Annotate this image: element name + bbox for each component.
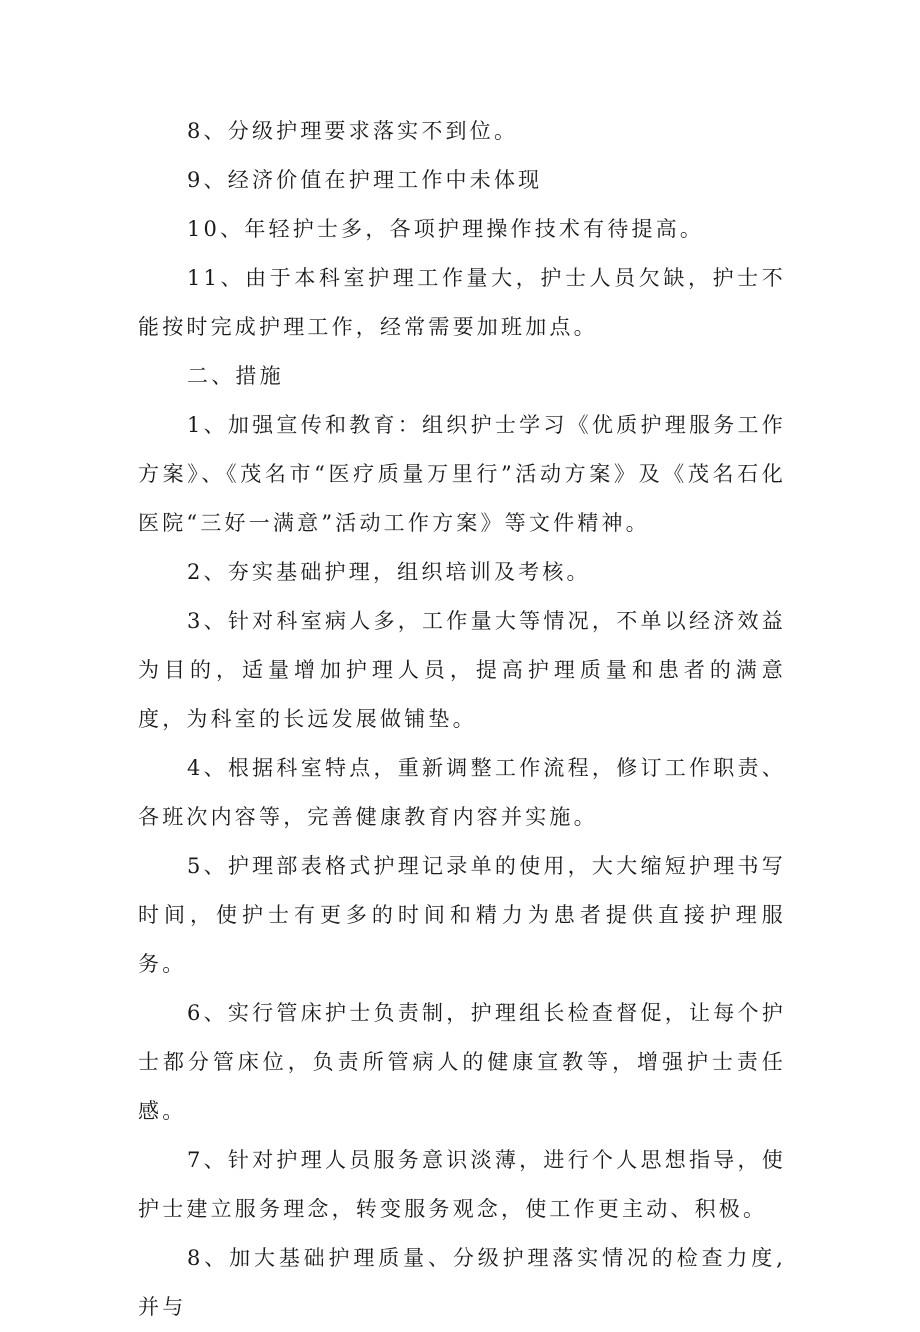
paragraph-measure-8: 8、加大基础护理质量、分级护理落实情况的检查力度,并与: [138, 1246, 786, 1319]
section-heading-measures: 二、措施: [187, 364, 284, 388]
paragraph-measure-6: 6、实行管床护士负责制，护理组长检查督促，让每个护士都分管床位，负责所管病人的健康宣教等，增强护士责任感。: [138, 1001, 786, 1123]
paragraph-measure-1: 1、加强宣传和教育：组织护士学习《优质护理服务工作方案》、《茂名市“医疗质量万里行”活动方案》及《茂名石化医院“三好一满意”活动工作方案》等文件精神。: [138, 413, 786, 535]
document-body: [138, 107, 786, 1332]
paragraph-measure-2: 2、夯实基础护理，组织培训及考核。: [187, 560, 591, 584]
paragraph-measure-5: 5、护理部表格式护理记录单的使用，大大缩短护理书写时间，使护士有更多的时间和精力为患者提供直接护理服务。: [138, 854, 786, 976]
paragraph-problem-9: 9、经济价值在护理工作中未体现: [187, 168, 543, 192]
paragraph-measure-4: 4、根据科室特点，重新调整工作流程，修订工作职责、各班次内容等，完善健康教育内容并实施。: [138, 756, 786, 829]
paragraph-measure-3: 3、针对科室病人多，工作量大等情况，不单以经济效益为目的，适量增加护理人员，提高护理质量和患者的满意度，为科室的长远发展做铺垫。: [138, 609, 786, 731]
paragraph-problem-10: 10、年轻护士多，各项护理操作技术有待提高。: [187, 217, 705, 241]
paragraph-problem-8: 8、分级护理要求落实不到位。: [187, 119, 519, 143]
paragraph-problem-11: 11、由于本科室护理工作量大，护士人员欠缺，护士不能按时完成护理工作，经常需要加班加点。: [138, 266, 786, 339]
paragraph-measure-7: 7、针对护理人员服务意识淡薄，进行个人思想指导，使护士建立服务理念，转变服务观念，使工作更主动、积极。: [138, 1148, 786, 1221]
